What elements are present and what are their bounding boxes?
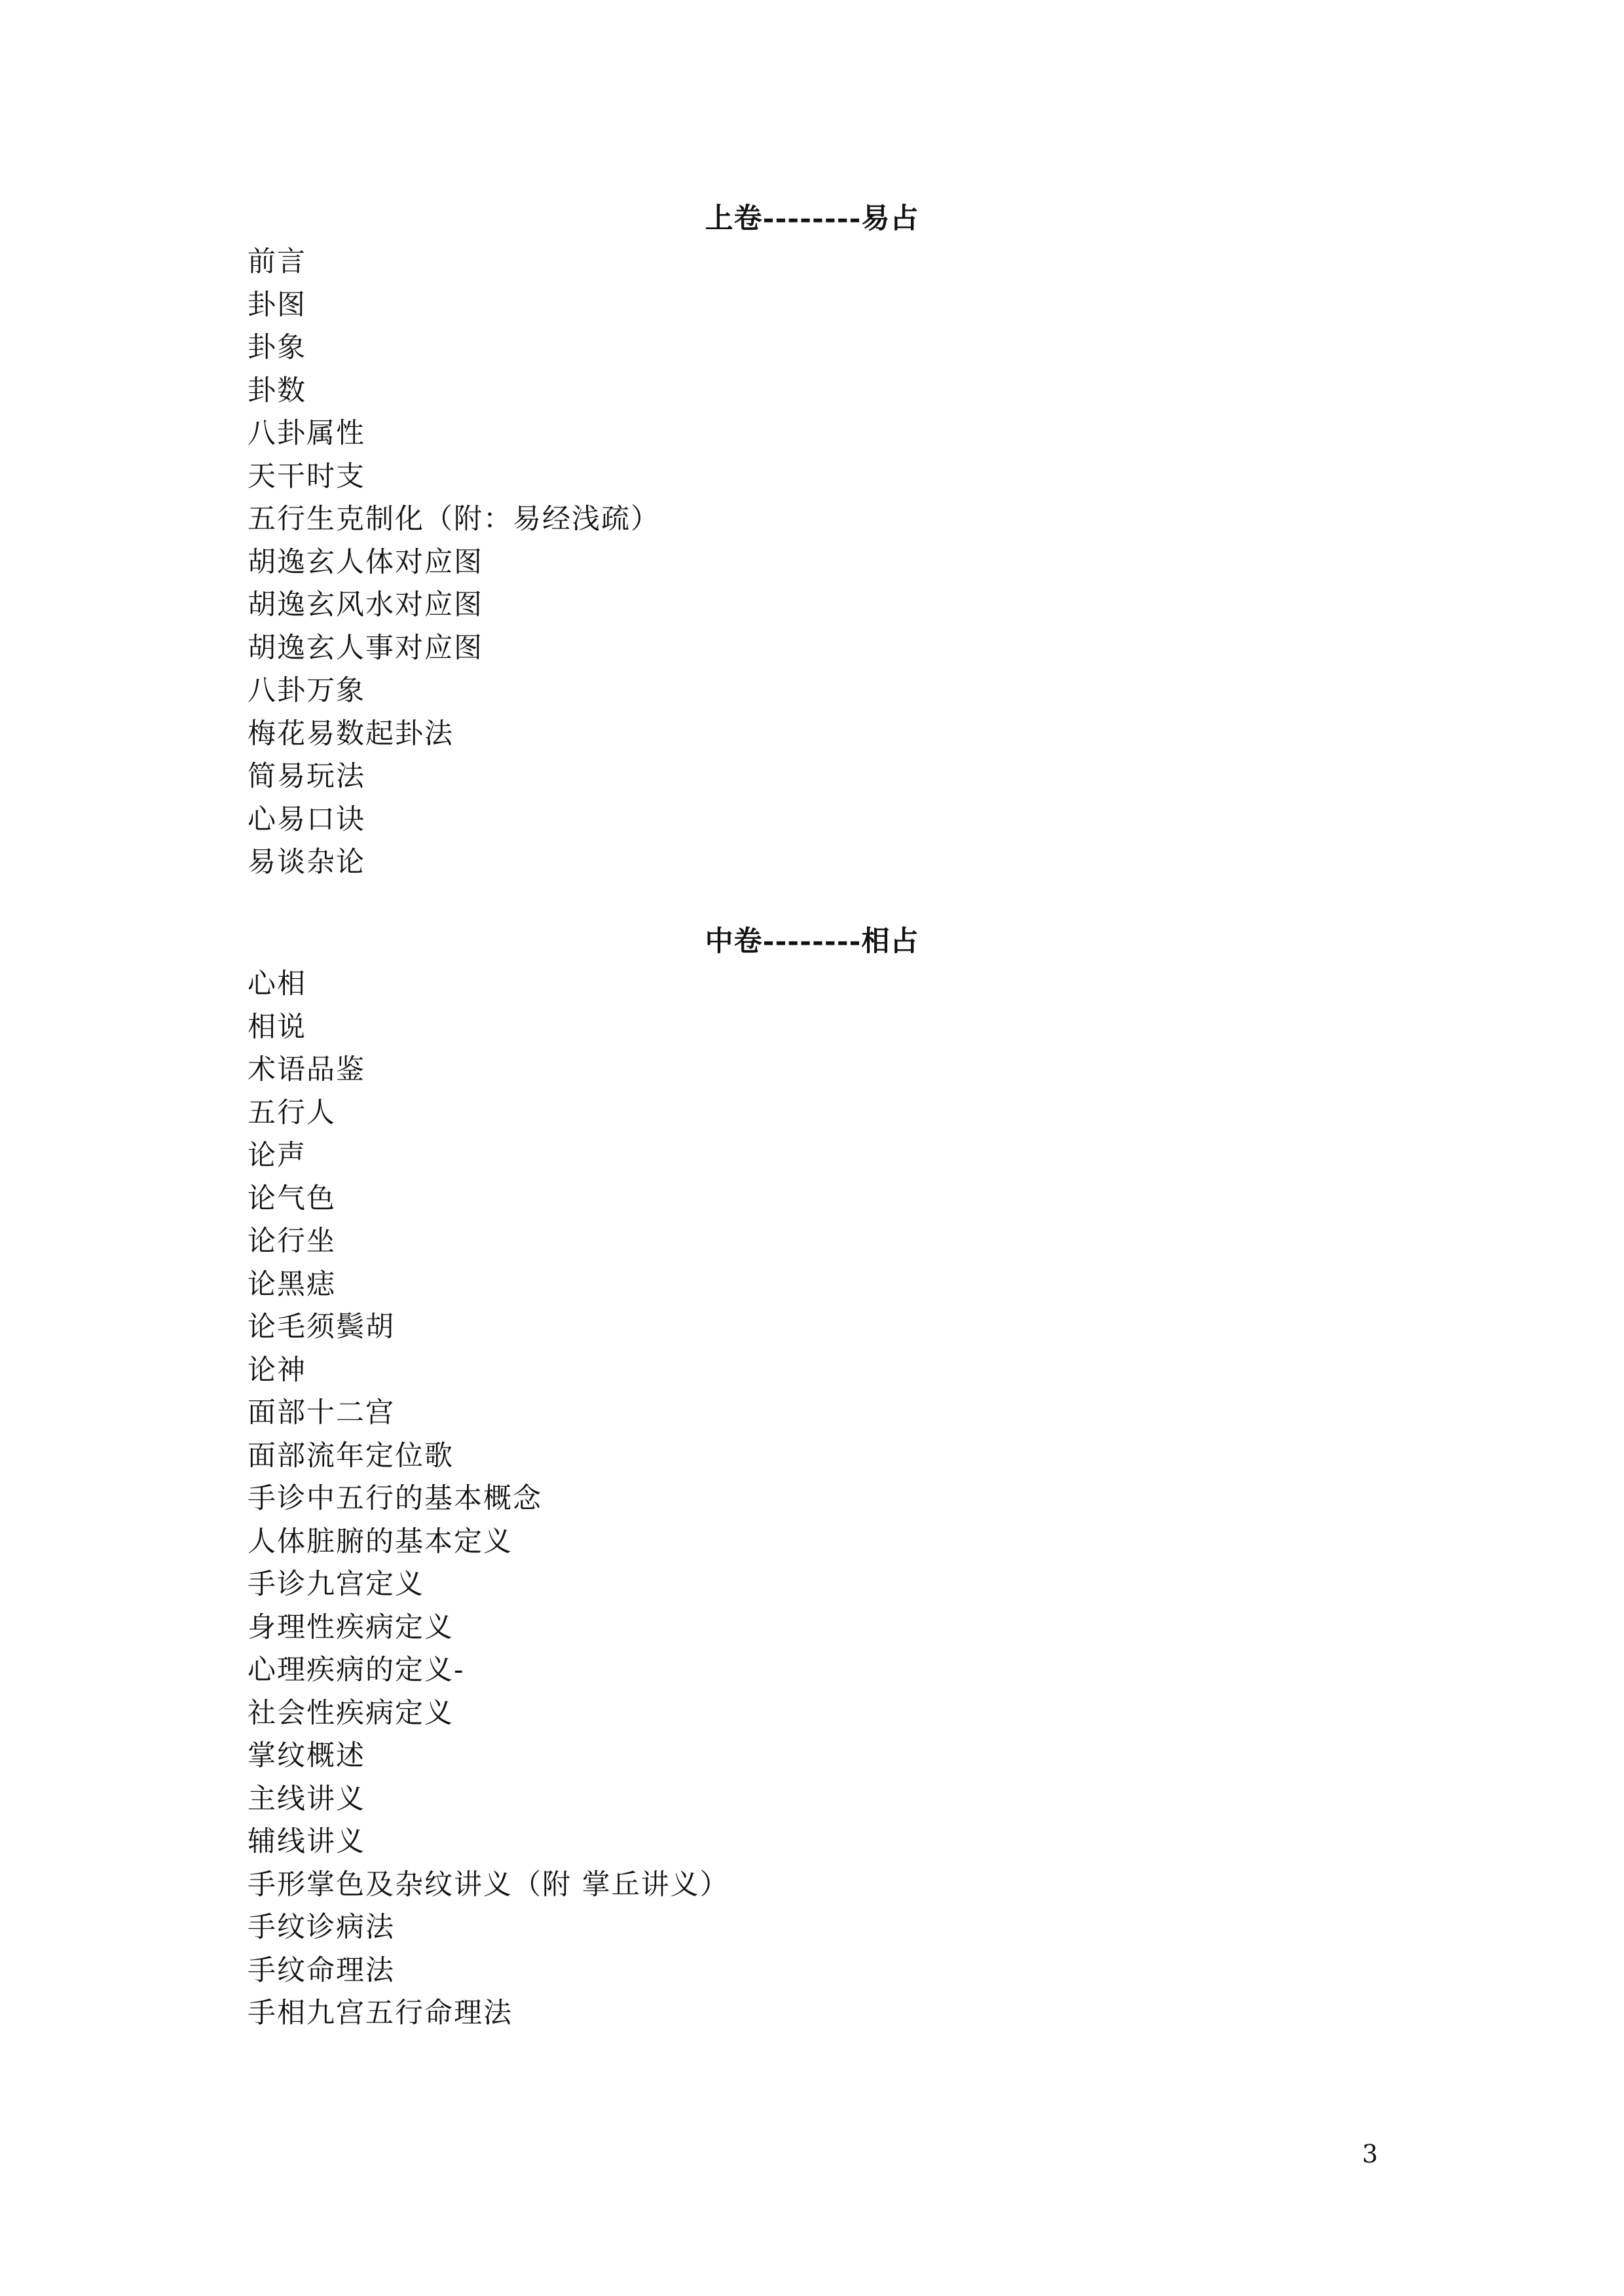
toc-item: 身理性疾病定义	[248, 1611, 454, 1644]
section-title-middle: 中卷--------相占	[705, 925, 919, 958]
toc-item: 八卦属性	[248, 417, 365, 450]
toc-item: 辅线讲义	[248, 1825, 365, 1858]
toc-item: 论神	[248, 1353, 306, 1387]
toc-item: 手诊九宫定义	[248, 1568, 424, 1601]
toc-item: 手纹命理法	[248, 1954, 395, 1987]
toc-item: 卦数	[248, 374, 306, 407]
toc-item: 卦图	[248, 288, 306, 321]
toc-item: 主线讲义	[248, 1782, 365, 1815]
toc-item: 八卦万象	[248, 674, 365, 707]
toc-item: 胡逸玄风水对应图	[248, 589, 483, 621]
toc-item: 掌纹概述	[248, 1740, 365, 1772]
toc-item: 胡逸玄人体对应图	[248, 545, 483, 579]
toc-item: 社会性疾病定义	[248, 1696, 454, 1730]
section-title-upper: 上卷--------易占	[705, 202, 919, 235]
toc-item: 术语品鉴	[248, 1053, 365, 1086]
toc-list-upper	[248, 241, 660, 884]
toc-item: 五行生克制化（附：易经浅疏）	[248, 503, 660, 536]
toc-item: 胡逸玄人事对应图	[248, 631, 483, 665]
page-number: 3	[1362, 2140, 1378, 2168]
toc-item: 人体脏腑的基本定义	[248, 1525, 513, 1558]
toc-item: 梅花易数起卦法	[248, 717, 454, 750]
toc-item: 易谈杂论	[248, 846, 365, 879]
toc-item: 手诊中五行的基本概念	[248, 1482, 542, 1515]
toc-item: 前言	[248, 246, 306, 278]
toc-item: 论行坐	[248, 1225, 336, 1258]
toc-item: 手纹诊病法	[248, 1911, 395, 1944]
toc-item: 卦象	[248, 331, 306, 364]
toc-list-middle	[248, 963, 729, 2035]
toc-item: 面部十二宫	[248, 1396, 395, 1429]
toc-item: 天干时支	[248, 460, 365, 493]
toc-item: 心相	[248, 968, 306, 1000]
toc-item: 心易口诀	[248, 803, 365, 836]
toc-item: 论毛须鬓胡	[248, 1311, 395, 1343]
toc-item: 简易玩法	[248, 760, 365, 793]
toc-item: 论声	[248, 1139, 306, 1172]
toc-item: 手形掌色及杂纹讲义（附 掌丘讲义）	[248, 1868, 729, 1901]
toc-item: 论气色	[248, 1182, 336, 1215]
toc-item: 相说	[248, 1010, 306, 1044]
toc-item: 五行人	[248, 1096, 336, 1129]
toc-item: 手相九宫五行命理法	[248, 1997, 513, 2030]
toc-item: 论黑痣	[248, 1267, 336, 1301]
toc-item: 面部流年定位歌	[248, 1439, 454, 1472]
toc-item: 心理疾病的定义-	[248, 1654, 465, 1686]
